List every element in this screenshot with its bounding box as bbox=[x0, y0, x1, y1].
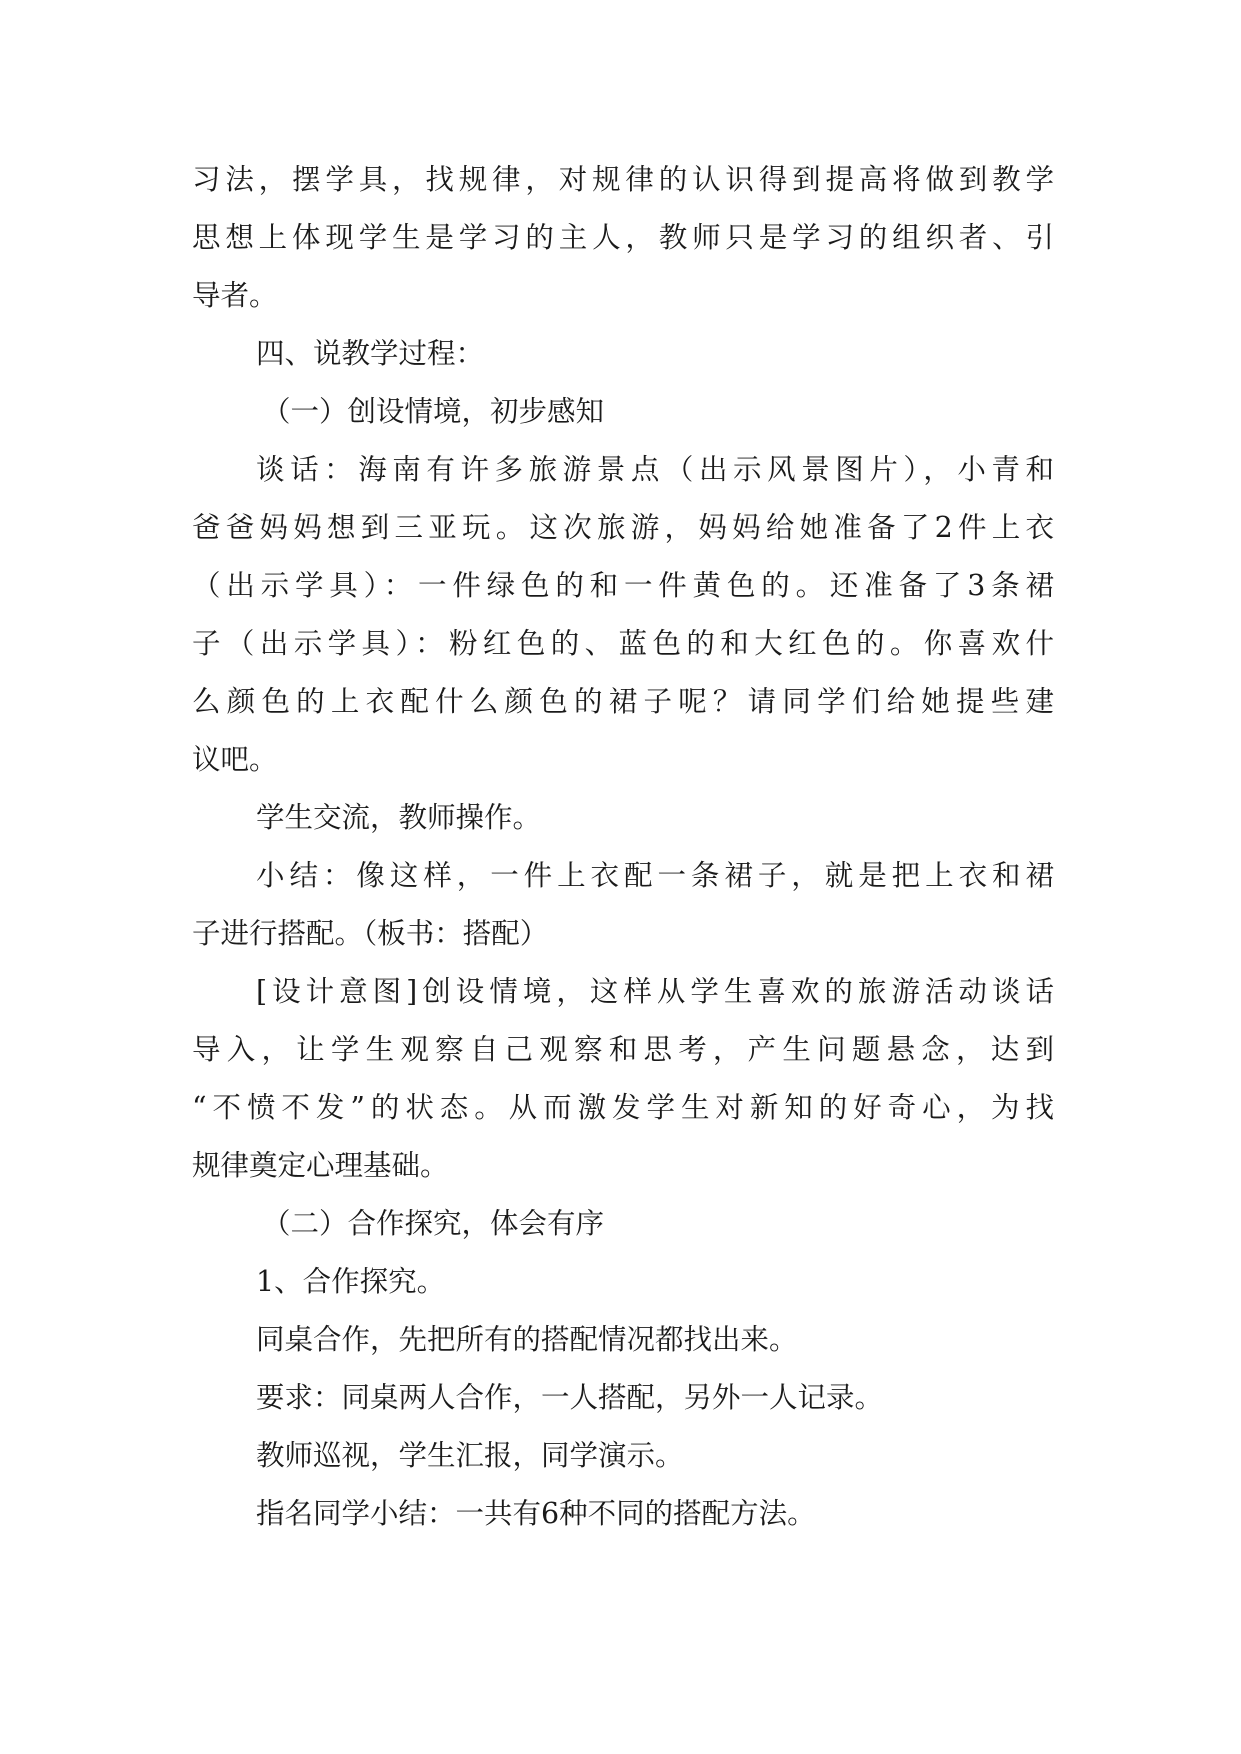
body-text-line: 学生交流，教师操作。 bbox=[256, 801, 542, 834]
body-text-line: 要求：同桌两人合作，一人搭配，另外一人记录。 bbox=[256, 1381, 884, 1414]
subsection-heading: （一）创设情境，初步感知 bbox=[262, 395, 605, 428]
body-text-line: 子（出示学具）：粉红色的、蓝色的和大红色的。你喜欢什 bbox=[192, 627, 1054, 660]
body-text-line: 么颜色的上衣配什么颜色的裙子呢？请同学们给她提些建 bbox=[192, 685, 1054, 718]
body-text-line: 规律奠定心理基础。 bbox=[192, 1149, 449, 1182]
body-text-line: [设计意图]创设情境，这样从学生喜欢的旅游活动谈话 bbox=[256, 975, 1054, 1008]
body-text-line: 教师巡视，学生汇报，同学演示。 bbox=[256, 1439, 684, 1472]
body-text-line: 谈话：海南有许多旅游景点（出示风景图片），小青和 bbox=[256, 453, 1054, 486]
body-text-line: 小结：像这样，一件上衣配一条裙子，就是把上衣和裙 bbox=[256, 859, 1054, 892]
body-text-line: 同桌合作，先把所有的搭配情况都找出来。 bbox=[256, 1323, 798, 1356]
body-text-line: 导者。 bbox=[192, 279, 278, 312]
section-heading: 四、说教学过程： bbox=[256, 337, 485, 370]
body-text-line: 子进行搭配。（板书：搭配） bbox=[192, 917, 549, 950]
body-text-line: 指名同学小结：一共有6种不同的搭配方法。 bbox=[256, 1497, 816, 1530]
body-text-line: 爸爸妈妈想到三亚玩。这次旅游，妈妈给她准备了2件上衣 bbox=[192, 511, 1054, 544]
body-text-line: （出示学具）：一件绿色的和一件黄色的。还准备了3条裙 bbox=[192, 569, 1054, 602]
body-text-line: 导入，让学生观察自己观察和思考，产生问题悬念，达到 bbox=[192, 1033, 1054, 1066]
body-text-line: “不愤不发”的状态。从而激发学生对新知的好奇心，为找 bbox=[192, 1091, 1054, 1124]
body-text-line: 1、合作探究。 bbox=[256, 1265, 446, 1298]
body-text-line: 思想上体现学生是学习的主人，教师只是学习的组织者、引 bbox=[192, 221, 1054, 254]
subsection-heading: （二）合作探究，体会有序 bbox=[262, 1207, 605, 1240]
body-text-line: 议吧。 bbox=[192, 743, 278, 776]
body-text-line: 习法，摆学具，找规律，对规律的认识得到提高将做到教学 bbox=[192, 163, 1054, 196]
